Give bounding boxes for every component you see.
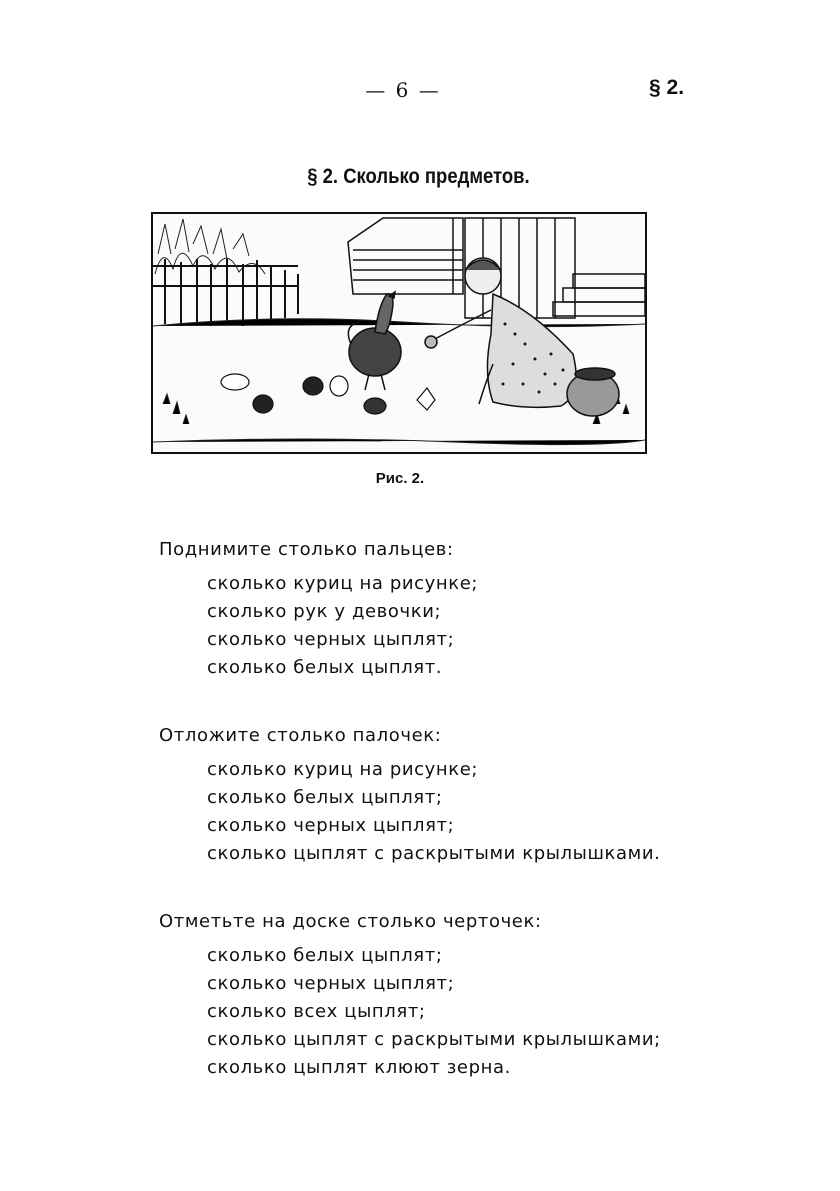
exercise-item: сколько куриц на рисунке; [207,759,479,780]
exercise-item: сколько куриц на рисунке; [207,573,479,594]
fence [153,259,298,326]
exercise-heading: Поднимите столько пальцев: [159,539,454,560]
exercise-item: сколько черных цыплят; [207,973,455,994]
exercise-block [159,536,478,682]
exercise-item: сколько цыплят клюют зерна. [207,1057,511,1078]
exercise-block [159,908,661,1082]
exercise-item: сколько цыплят с раскрытыми крылышками; [207,1029,661,1050]
exercise-item: сколько черных цыплят; [207,629,455,650]
exercise-item: сколько цыплят с раскрытыми крылышками. [207,843,661,864]
exercise-heading: Отложите столько палочек: [159,725,442,746]
hen [348,292,401,390]
section-title: § 2. Сколько предметов. [307,165,530,188]
figure-caption: Рис. 2. [375,470,425,487]
chicks [221,374,435,414]
exercise-item: сколько белых цыплят. [207,657,443,678]
page-number: — 6 — [365,78,441,102]
exercise-heading: Отметьте на доске столько черточек: [159,911,542,932]
figure-illustration [151,212,647,454]
pot [567,368,619,416]
running-section-mark: § 2. [649,76,685,99]
exercise-item: сколько черных цыплят; [207,815,455,836]
exercise-block [159,722,660,868]
porch [553,274,645,316]
exercise-item: сколько рук у девочки; [207,601,442,622]
exercise-item: сколько всех цыплят; [207,1001,426,1022]
exercise-item: сколько белых цыплят; [207,945,443,966]
exercise-item: сколько белых цыплят; [207,787,443,808]
